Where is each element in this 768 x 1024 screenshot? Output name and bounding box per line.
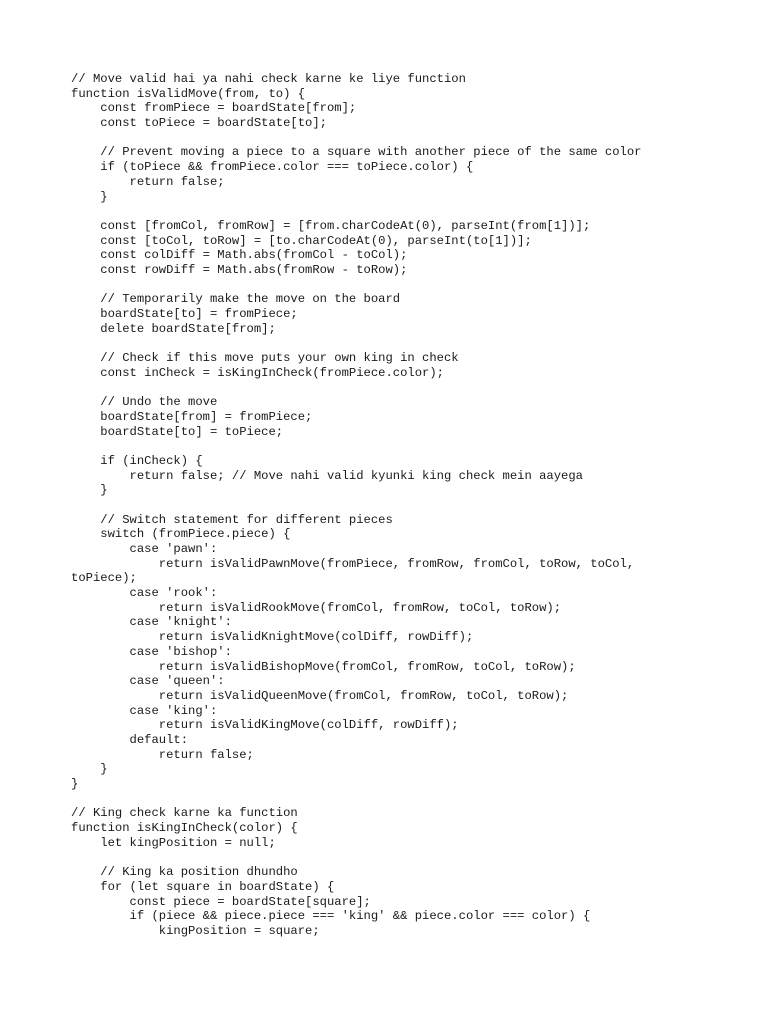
code-line: for (let square in boardState) { [71,879,335,894]
code-line: return isValidQueenMove(fromCol, fromRow, toCol, toRow); [71,688,569,703]
code-line: return false; // Move nahi valid kyunki king check mein aayega [71,468,583,483]
code-line: if (inCheck) { [71,453,203,468]
code-line: const rowDiff = Math.abs(fromRow - toRow); [71,262,408,277]
code-line [71,336,751,351]
code-line: const inCheck = isKingInCheck(fromPiece.color); [71,365,444,380]
code-line: if (piece && piece.piece === 'king' && piece.color === color) { [71,909,591,924]
code-line: kingPosition = square; [71,923,320,938]
code-line: boardState[to] = toPiece; [71,424,284,439]
code-line: boardState[from] = fromPiece; [71,409,313,424]
code-line: const piece = boardState[square]; [71,894,371,909]
code-line: return isValidBishopMove(fromCol, fromRow, toCol, toRow); [71,659,576,674]
code-line: const toPiece = boardState[to]; [71,116,327,131]
code-line: let kingPosition = null; [71,835,276,850]
code-line: } [71,777,79,791]
code-line: // Prevent moving a piece to a square with another piece of the same color [71,145,642,160]
code-line: delete boardState[from]; [71,321,276,336]
code-line: case 'pawn': [71,542,218,556]
code-line [71,792,751,807]
code-line: case 'king': [71,703,218,718]
code-line: } [71,762,108,777]
code-line: switch (fromPiece.piece) { [71,527,291,542]
code-line: case 'queen': [71,674,225,689]
code-line: const colDiff = Math.abs(fromCol - toCol); [71,248,408,263]
code-line: function isKingInCheck(color) { [71,821,298,836]
code-line [71,439,751,454]
code-line: // Undo the move [71,395,218,410]
code-line: return isValidKnightMove(colDiff, rowDiff); [71,630,474,645]
code-line [71,278,751,293]
code-line: const fromPiece = boardState[from]; [71,101,357,116]
code-line: // King ka position dhundho [71,865,298,880]
code-line [71,850,751,865]
code-line: return isValidKingMove(colDiff, rowDiff); [71,718,459,733]
code-line: // Switch statement for different pieces [71,512,393,527]
code-line: case 'knight': [71,615,232,630]
code-line: } [71,483,108,498]
code-line: return false; [71,174,225,189]
code-line: // Check if this move puts your own king in check [71,351,459,366]
code-line [71,498,751,513]
code-block [71,72,751,939]
code-line: toPiece); [71,571,137,586]
code-line: const [fromCol, fromRow] = [from.charCodeAt(0), parseInt(from[1])]; [71,218,591,233]
code-line: boardState[to] = fromPiece; [71,307,298,321]
code-line: case 'rook': [71,586,218,601]
code-line: if (toPiece && fromPiece.color === toPiece.color) { [71,160,474,175]
code-line: const [toCol, toRow] = [to.charCodeAt(0), parseInt(to[1])]; [71,233,532,248]
code-line [71,204,751,219]
code-line: // King check karne ka function [71,806,298,821]
code-line [71,380,751,395]
code-line: // Move valid hai ya nahi check karne ke liye function [71,72,466,86]
code-line: return isValidPawnMove(fromPiece, fromRow, fromCol, toRow, toCol, [71,556,635,571]
code-line: } [71,189,108,204]
code-line: // Temporarily make the move on the board [71,292,401,307]
code-line: case 'bishop': [71,644,232,659]
code-line: function isValidMove(from, to) { [71,86,306,101]
code-line [71,131,751,146]
code-line: return false; [71,747,254,762]
code-line: return isValidRookMove(fromCol, fromRow, toCol, toRow); [71,600,562,615]
code-line: default: [71,732,189,747]
